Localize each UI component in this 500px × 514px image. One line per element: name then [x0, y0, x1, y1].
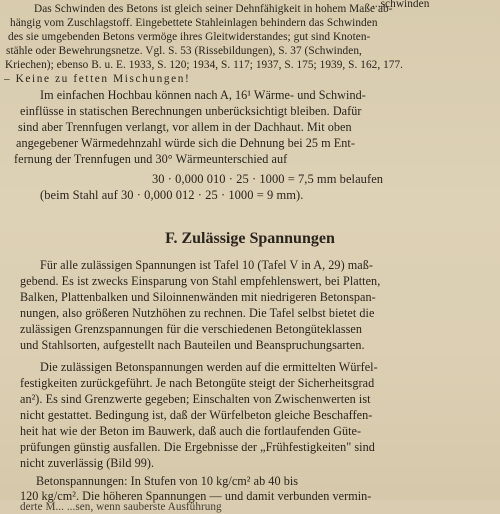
paragraph-2-line-2: einflüsse in statischen Berechnungen unberücksichtigt bleiben. Dafür [20, 104, 362, 118]
paragraph-1-line-2: hängig vom Zuschlagstoff. Eingebettete Stahleinlagen behindern das Schwinden [10, 17, 378, 29]
paragraph-5-line-1: Betonspannungen: In Stufen von 10 kg/cm² ab 40 bis [36, 474, 299, 488]
paragraph-3-line-3: Balken, Plattenbalken und Siloinnenwänden mit niedrigeren Betonspan- [20, 290, 376, 304]
paragraph-4-line-5: heit hat wie der Beton im Bauwerk, daß auch die fortlaufenden Güte- [20, 424, 362, 438]
paragraph-3-line-1: Für alle zulässigen Spannungen ist Tafel 10 (Tafel V in A, 29) maß- [40, 258, 374, 272]
paragraph-2-line-4: angegebener Wärmedehnzahl würde sich die Dehnung bei 25 m Ent- [16, 136, 355, 150]
paragraph-4-line-1: Die zulässigen Betonspannungen werden auf die ermittelten Würfel- [40, 360, 378, 374]
paragraph-2-line-5: fernung der Trennfugen und 30° Wärmeunterschied auf [14, 152, 288, 166]
paragraph-4-line-2: festigkeiten zurückgeführt. Je nach Betongüte steigt der Sicherheitsgrad [20, 376, 375, 390]
paragraph-1-line-6: – Keine zu fetten Mischungen! [4, 73, 191, 85]
paragraph-1-line-3: des sie umgebenden Betons vermöge ihres Gleitwiderstandes; gut sind Knoten- [8, 31, 371, 43]
formula-concrete: 30 · 0,000 010 · 25 · 1000 = 7,5 mm belaufen [152, 172, 384, 186]
paragraph-3-line-5: zulässigen Grenzspannungen für die verschiedenen Betongüteklassen [20, 322, 363, 336]
paragraph-3-line-6: und Stahlsorten, aufgestellt nach Bauteilen und Beanspruchungsarten. [20, 338, 365, 352]
paragraph-3-line-4: nungen, also größeren Nutzhöhen zu rechnen. Die Tafel selbst bietet die [20, 306, 375, 320]
paragraph-5-line-2: 120 kg/cm². Die höheren Spannungen — und damit verbunden vermin- [20, 489, 372, 503]
paragraph-4-line-4: nicht gestattet. Bedingung ist, daß der Würfelbeton gleiche Beschaffen- [20, 408, 373, 422]
paragraph-4-line-7: nicht zuverlässig (Bild 99). [20, 456, 155, 470]
stray-text-top-right: ...schwinden [372, 0, 430, 10]
paragraph-3-line-2: gebend. Es ist zwecks Einsparung von Stahl empfehlenswert, bei Platten, [20, 274, 381, 288]
paragraph-2-line-1: Im einfachen Hochbau können nach A, 16¹ Wärme- und Schwind- [40, 88, 366, 102]
paragraph-4-line-6: prüfungen günstig ausfallen. Die Ergebnisse der „Frühfestigkeiten" sind [20, 440, 375, 454]
paragraph-1-line-1: Das Schwinden des Betons ist gleich seiner Dehnfähigkeit in hohem Maße ab- [34, 3, 393, 15]
paragraph-1-line-5: Kriechen); ebenso B. u. E. 1933, S. 120; 1934, S. 117; 1937, S. 175; 1939, S. 162, 177. [5, 59, 404, 71]
paragraph-2-line-3: sind aber Trennfugen verlangt, vor allem in der Dachhaut. Mit oben [18, 120, 352, 134]
paragraph-5-line-3: derte M... ...sen, wenn sauberste Ausführung [20, 501, 222, 513]
paragraph-4-line-3: an²). Es sind Grenzwerte gegeben; Einschalten von Zwischenwerten ist [20, 392, 371, 406]
formula-steel: (beim Stahl auf 30 · 0,000 012 · 25 · 1000 = 9 mm). [40, 188, 304, 202]
paragraph-1-line-4: stähle oder Bewehrungsnetze. Vgl. S. 53 (Rissebildungen), S. 37 (Schwinden, [6, 45, 362, 57]
section-heading: F. Zulässige Spannungen [165, 230, 335, 247]
